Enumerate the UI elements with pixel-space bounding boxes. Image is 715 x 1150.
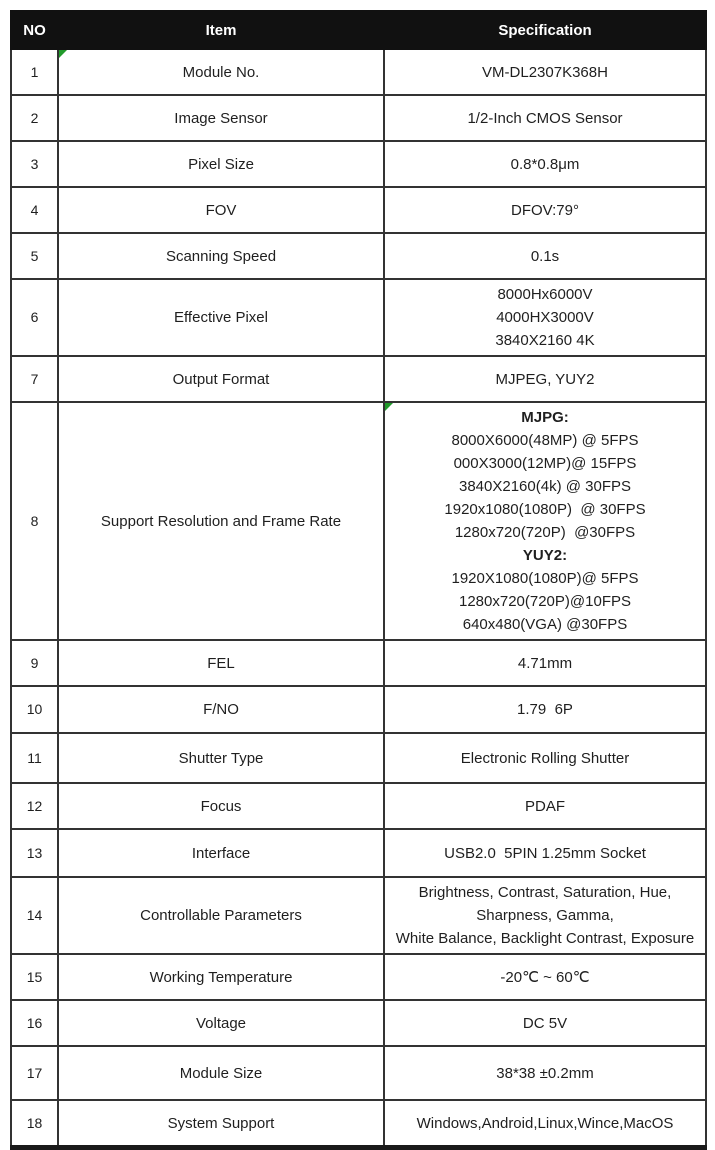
item-cell [58, 686, 384, 733]
item-cell [58, 356, 384, 402]
table-body [11, 49, 706, 1148]
item-label: Output Format [172, 370, 270, 388]
spec-line: 1/2-Inch CMOS Sensor [467, 109, 623, 127]
spec-cell [384, 733, 706, 783]
spec-cell [384, 141, 706, 187]
item-label: Module No. [182, 63, 260, 81]
header-row [11, 11, 706, 49]
table-row [11, 279, 706, 356]
item-label: FOV [205, 201, 237, 219]
item-label: Working Temperature [149, 968, 293, 986]
spec-cell [384, 1046, 706, 1100]
item-cell [58, 783, 384, 829]
spec-line: 1920X1080(1080P)@ 5FPS [451, 570, 639, 587]
item-cell [58, 141, 384, 187]
spec-cell [384, 95, 706, 141]
table-row [11, 1046, 706, 1100]
table-row [11, 233, 706, 279]
row-number-cell: 10 [11, 686, 58, 733]
item-cell [58, 187, 384, 233]
spec-line: Electronic Rolling Shutter [460, 749, 630, 767]
row-number-cell: 16 [11, 1000, 58, 1046]
spec-line: 1.79 6P [517, 701, 573, 718]
table-row [11, 49, 706, 95]
item-label: F/NO [203, 701, 239, 718]
table-header [11, 11, 706, 49]
row-number-cell: 7 [11, 356, 58, 402]
spec-cell [384, 402, 706, 640]
spec-line: White Balance, Backlight Contrast, Exposure [395, 930, 695, 947]
spec-line: YUY2: [522, 547, 568, 564]
spec-line: DC 5V [522, 1014, 568, 1032]
spec-line: 1280x720(720P)@10FPS [458, 593, 631, 610]
table-row [11, 402, 706, 640]
spec-line: 3840X2160(4k) @ 30FPS [459, 478, 631, 495]
table-row [11, 686, 706, 733]
column-header-item: Item [58, 11, 384, 49]
item-cell [58, 733, 384, 783]
item-label: Module Size [179, 1064, 263, 1082]
spec-cell [384, 49, 706, 95]
item-cell [58, 640, 384, 686]
spec-cell [384, 686, 706, 733]
table-row [11, 829, 706, 877]
spec-line: VM-DL2307K368H [482, 63, 608, 81]
row-number-cell: 14 [11, 877, 58, 954]
table-row [11, 1000, 706, 1046]
spec-cell [384, 356, 706, 402]
spec-line: 38*38 ±0.2mm [496, 1064, 594, 1082]
row-number-cell: 2 [11, 95, 58, 141]
table-row [11, 954, 706, 1000]
item-cell [58, 1100, 384, 1148]
item-label: System Support [167, 1114, 275, 1132]
spec-line: 640x480(VGA) @30FPS [462, 616, 628, 633]
spec-line: 000X3000(12MP)@ 15FPS [453, 455, 637, 472]
table-row [11, 733, 706, 783]
spec-line: 8000X6000(48MP) @ 5FPS [451, 432, 639, 449]
column-header-specification: Specification [384, 11, 706, 49]
row-number-cell: 9 [11, 640, 58, 686]
item-cell [58, 829, 384, 877]
spec-line: Brightness, Contrast, Saturation, Hue, [418, 884, 672, 901]
spec-cell [384, 877, 706, 954]
spec-line: PDAF [524, 797, 565, 815]
row-number-cell: 6 [11, 279, 58, 356]
item-cell [58, 954, 384, 1000]
item-cell [58, 279, 384, 356]
row-number-cell: 11 [11, 733, 58, 783]
item-label: Focus [200, 797, 242, 815]
row-number-cell: 17 [11, 1046, 58, 1100]
table-row [11, 187, 706, 233]
item-label: FEL [207, 654, 235, 672]
item-cell [58, 49, 384, 95]
spec-line: Windows,Android,Linux,Wince,MacOS [416, 1114, 674, 1132]
row-number-cell: 3 [11, 141, 58, 187]
spec-cell [384, 783, 706, 829]
spec-cell [384, 829, 706, 877]
item-cell [58, 95, 384, 141]
spec-line: 0.1s [530, 247, 560, 265]
table-row [11, 356, 706, 402]
spec-cell [384, 1000, 706, 1046]
spec-line: MJPG: [521, 409, 569, 426]
table-row [11, 95, 706, 141]
item-label: Scanning Speed [165, 247, 277, 265]
column-header-no: NO [11, 11, 58, 49]
spec-line: Sharpness, Gamma, [476, 907, 614, 924]
item-cell [58, 233, 384, 279]
row-number-cell: 18 [11, 1100, 58, 1148]
table-row [11, 640, 706, 686]
excel-error-marker-icon [59, 50, 67, 58]
table-row [11, 877, 706, 954]
item-cell [58, 1046, 384, 1100]
spec-line: 0.8*0.8μm [510, 155, 580, 173]
spec-line: 4000HX3000V [496, 309, 594, 326]
item-label: Image Sensor [174, 109, 268, 127]
table-row [11, 1100, 706, 1148]
spec-line: 1280x720(720P) @30FPS [454, 524, 636, 541]
row-number-cell: 12 [11, 783, 58, 829]
item-cell [58, 1000, 384, 1046]
spec-table [10, 10, 707, 1150]
spec-cell [384, 954, 706, 1000]
spec-cell [384, 1100, 706, 1148]
spec-line: -20℃ ~ 60℃ [500, 968, 590, 986]
item-label: Voltage [195, 1014, 247, 1032]
row-number-cell: 1 [11, 49, 58, 95]
row-number-cell: 13 [11, 829, 58, 877]
spec-line: MJPEG, YUY2 [495, 370, 595, 388]
row-number-cell: 4 [11, 187, 58, 233]
item-label: Effective Pixel [174, 309, 268, 326]
row-number-cell: 15 [11, 954, 58, 1000]
item-label: Controllable Parameters [140, 907, 302, 924]
item-label: Interface [191, 844, 251, 862]
spec-line: 8000Hx6000V [497, 286, 593, 303]
spec-line: 4.71mm [517, 654, 573, 672]
item-cell [58, 402, 384, 640]
spec-cell [384, 279, 706, 356]
row-number-cell: 5 [11, 233, 58, 279]
excel-error-marker-icon [385, 403, 393, 411]
item-label: Pixel Size [188, 155, 254, 173]
spec-line: 1920x1080(1080P) @ 30FPS [444, 501, 646, 518]
table-row [11, 783, 706, 829]
row-number-cell: 8 [11, 402, 58, 640]
spec-line: DFOV:79° [511, 201, 579, 219]
item-label: Support Resolution and Frame Rate [100, 512, 342, 530]
spec-cell [384, 233, 706, 279]
spec-line: 3840X2160 4K [495, 332, 595, 349]
spec-cell [384, 187, 706, 233]
spec-line: USB2.0 5PIN 1.25mm Socket [444, 844, 646, 862]
item-label: Shutter Type [178, 749, 264, 767]
item-cell [58, 877, 384, 954]
spec-cell [384, 640, 706, 686]
table-row [11, 141, 706, 187]
